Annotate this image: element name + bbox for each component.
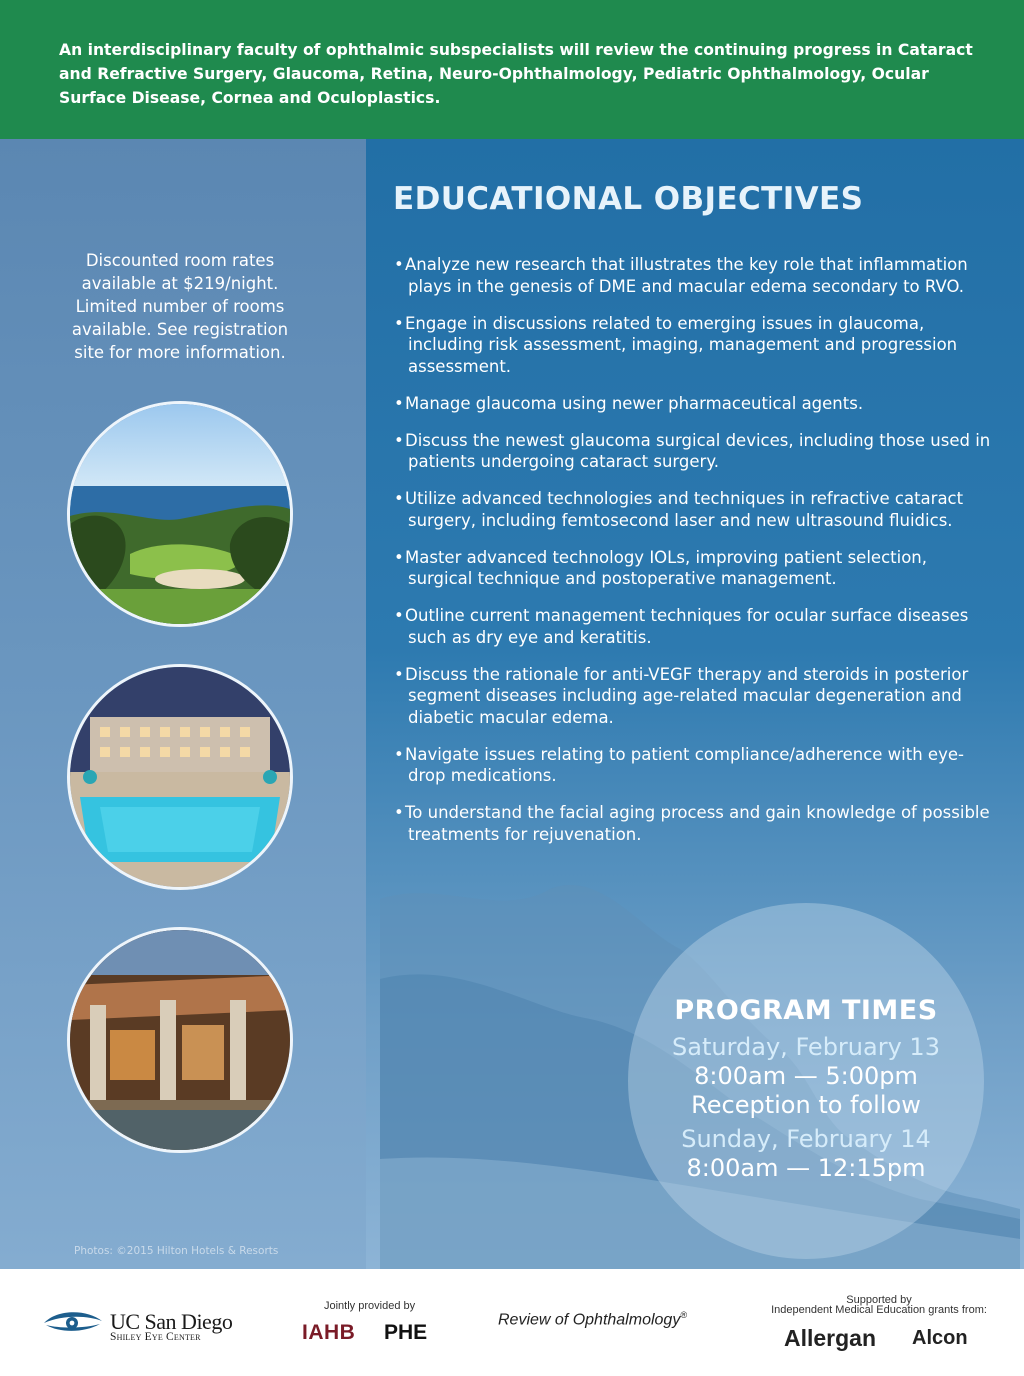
room-note-line: Limited number of rooms	[75, 297, 285, 316]
main-panel	[0, 139, 1024, 1269]
objective-item: • Discuss the newest glaucoma surgical devices, including those used in patients undergoing cataract surgery.	[394, 430, 994, 473]
objective-item: • To understand the facial aging process and gain knowledge of possible treatments for rejuvenation.	[394, 802, 994, 845]
room-rates-note	[45, 249, 315, 364]
footer	[0, 1269, 1024, 1376]
objective-item: • Discuss the rationale for anti-VEGF therapy and steroids in posterior segment diseases including age-related macular degeneration and diabetic macular edema.	[394, 664, 994, 729]
program-times-circle	[628, 903, 984, 1259]
alcon-logo: Alcon	[912, 1327, 968, 1349]
pool-photo	[67, 664, 293, 890]
review-of-ophthalmology-logo	[498, 1310, 687, 1329]
day1-date: Saturday, February 13	[672, 1033, 940, 1061]
jointly-provided-label: Jointly provided by	[324, 1300, 416, 1312]
iahb-logo: IAHB	[302, 1321, 356, 1344]
ucsd-subtitle: Shiley Eye Center	[110, 1331, 201, 1343]
phe-logo: PHE	[384, 1321, 428, 1344]
room-note-line: site for more information.	[74, 343, 286, 362]
objective-item: • Analyze new research that illustrates the key role that inflammation plays in the genesis of DME and macular edema secondary to RVO.	[394, 254, 994, 297]
objective-item: • Navigate issues relating to patient compliance/adherence with eye-drop medications.	[394, 744, 994, 787]
ucsd-name: UC San Diego	[110, 1309, 233, 1334]
day1-hours: 8:00am — 5:00pm	[694, 1062, 918, 1090]
support-note	[760, 1295, 998, 1315]
objectives-list	[394, 254, 994, 861]
objectives-title: EDUCATIONAL OBJECTIVES	[393, 181, 864, 217]
room-note-line: available at $219/night.	[81, 274, 279, 293]
header-band	[0, 0, 1024, 139]
support-line: Supported by	[846, 1294, 912, 1306]
day1-note: Reception to follow	[691, 1091, 921, 1119]
lobby-photo	[67, 927, 293, 1153]
photo-credit: Photos: ©2015 Hilton Hotels & Resorts	[74, 1245, 279, 1257]
objective-item: • Manage glaucoma using newer pharmaceutical agents.	[394, 393, 994, 415]
ucsd-eye-icon	[42, 1307, 104, 1337]
review-name: Review of Ophthalmology	[498, 1311, 681, 1329]
golf-course-photo	[67, 401, 293, 627]
support-line: Independent Medical Education grants from:	[771, 1304, 987, 1316]
objective-item: • Engage in discussions related to emerging issues in glaucoma, including risk assessment, imaging, management and progression assessment.	[394, 313, 994, 378]
allergan-logo: Allergan	[784, 1325, 877, 1351]
objective-item: • Outline current management techniques for ocular surface diseases such as dry eye and keratitis.	[394, 605, 994, 648]
day2-date: Sunday, February 14	[681, 1125, 931, 1153]
room-note-line: Discounted room rates	[85, 251, 275, 270]
intro-text: An interdisciplinary faculty of ophthalmic subspecialists will review the continuing progress in Cataract and Refractive Surgery, Glaucoma, Retina, Neuro-Ophthalmology, Pediatric Ophthalmology, Ocular Surface Disease, Cornea and Oculoplastics.	[59, 41, 973, 107]
registered-mark: ®	[680, 1310, 687, 1320]
room-note-line: available. See registration	[71, 320, 289, 339]
day2-hours: 8:00am — 12:15pm	[686, 1154, 926, 1182]
objective-item: • Master advanced technology IOLs, improving patient selection, surgical technique and postoperative management.	[394, 547, 994, 590]
program-times-title: PROGRAM TIMES	[674, 995, 938, 1026]
objective-item: • Utilize advanced technologies and techniques in refractive cataract surgery, including femtosecond laser and new ultrasound fluidics.	[394, 488, 994, 531]
